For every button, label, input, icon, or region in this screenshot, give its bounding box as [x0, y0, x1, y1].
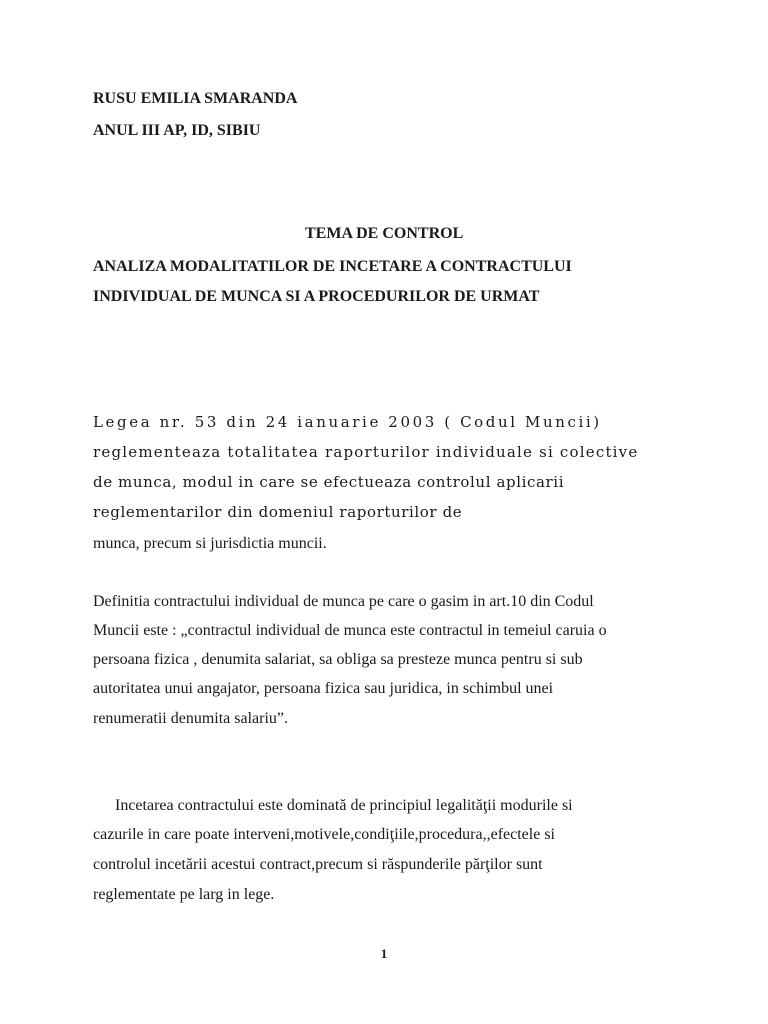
document-subtitle-line-2: INDIVIDUAL DE MUNCA SI A PROCEDURILOR DE URMAT — [93, 288, 540, 305]
document-heading: TEMA DE CONTROL — [305, 225, 464, 242]
paragraph-2-line: autoritatea unui angajator, persoana fizica sau juridica, in schimbul unei — [93, 680, 554, 697]
paragraph-1-line: reglementeaza totalitatea raporturilor individuale si colective — [93, 443, 639, 461]
paragraph-1-line: Legea nr. 53 din 24 ianuarie 2003 ( Codul Muncii) — [93, 413, 602, 431]
paragraph-3-line: cazurile in care poate interveni,motivele,condiţiile,procedura,,efectele si — [93, 826, 555, 843]
paragraph-2-line: persoana fizica , denumita salariat, sa obliga sa presteze munca pentru si sub — [93, 651, 583, 668]
paragraph-3-line: controlul incetării acestui contract,precum si răspunderile părţilor sunt — [93, 856, 543, 873]
paragraph-1-line: munca, precum si jurisdictia muncii. — [93, 535, 327, 552]
author-name: RUSU EMILIA SMARANDA — [93, 90, 298, 107]
paragraph-2-line: Muncii este : „contractul individual de munca este contractul in temeiul caruia o — [93, 622, 607, 639]
course-info: ANUL III AP, ID, SIBIU — [93, 122, 261, 139]
paragraph-3-line: reglementate pe larg in lege. — [93, 886, 275, 903]
page-number: 1 — [380, 946, 388, 961]
document-subtitle-line-1: ANALIZA MODALITATILOR DE INCETARE A CONTRACTULUI — [93, 258, 572, 275]
paragraph-2-line: renumeratii denumita salariu”. — [93, 710, 289, 727]
paragraph-3-line: Incetarea contractului este dominată de principiul legalităţii modurile si — [115, 797, 573, 814]
paragraph-1-line: de munca, modul in care se efectueaza controlul aplicarii — [93, 473, 565, 491]
paragraph-1-line: reglementarilor din domeniul raporturilor de — [93, 503, 463, 521]
paragraph-2-line: Definitia contractului individual de munca pe care o gasim in art.10 din Codul — [93, 593, 594, 610]
